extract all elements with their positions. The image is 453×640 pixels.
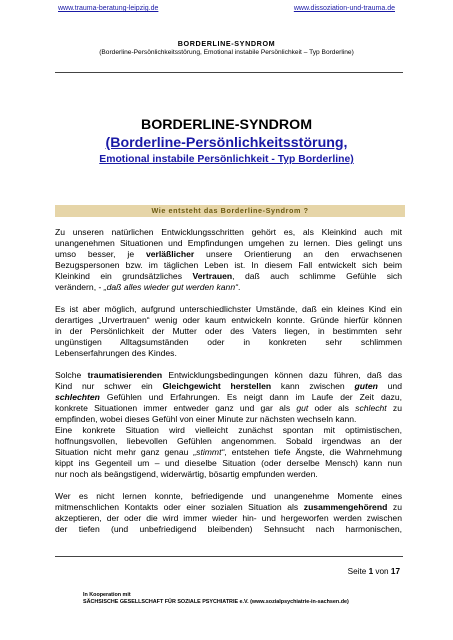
text-line: in der Persönlichkeit der Mutter oder des Vaters liegen, in bestimmten sehr [55, 326, 402, 336]
text-line: Zu unseren natürlichen Entwicklungsschritten gehört es, als Kleinkind auch mit [55, 227, 402, 237]
link-trauma-beratung[interactable]: www.trauma-beratung-leipzig.de [58, 5, 159, 12]
text-line: Bezugspersonen bzw. im täglichen Leben ist. In diesem Fall entwickelt sich beim [55, 260, 402, 270]
text-line: Situation nicht mehr ganz genau „stimmt“, entstehen tiefe Ängste, die Wahrnehmung [55, 447, 402, 457]
header-links [58, 5, 395, 15]
text-line: akzeptieren, der oder die wird immer wieder hin- und hergeworfen werden zwischen [55, 513, 402, 523]
text-line: nur noch als beängstigend, widerwärtig, bösartig empfunden werden. [55, 469, 318, 479]
text-line: Lebenserfahrungen des Kindes. [55, 348, 177, 358]
link-dissoziation[interactable]: www.dissoziation-und-trauma.de [293, 5, 395, 12]
text-line: konkrete Situationen immer entweder ganz und gar als gut oder als schlecht zu [55, 403, 402, 413]
text-line: derartiges „Urvertrauen“ wenig oder kaum entwickeln konnte. Gründe hierfür können [55, 315, 402, 325]
text-line: mitmenschlichen Kontakts oder einer sozialen Situation als zusammengehörend zu [55, 502, 402, 512]
footer-divider [55, 556, 403, 557]
page-number: Seite 1 von 17 [347, 567, 400, 576]
text-line: Es ist aber möglich, aufgrund unterschiedlichster Umstände, daß ein kleines Kind ein [55, 304, 402, 314]
document-subtitle-line1: (Borderline-Persönlichkeitsstörung, [105, 135, 348, 151]
document-subtitle-line2: Emotional instabile Persönlichkeit - Typ Borderline) [99, 154, 354, 165]
text-line: hoffnungsvollen, liebevollen Gefühlen angenommen. Sobald irgendwas an der [55, 436, 402, 446]
footer-cooperation: In Kooperation mit [83, 592, 131, 598]
text-line: unangenehmen Situationen und Empfindungen umgehen zu lernen. Dies gelingt uns [55, 238, 402, 248]
text-line: empfinden, wobei dieses Gefühl von einer Minute zur nächsten wechseln kann. [55, 414, 357, 424]
section-banner: Wie entsteht das Borderline-Syndrom ? [55, 205, 405, 217]
running-header-subtitle: (Borderline-Persönlichkeitsstörung, Emotional instabile Persönlichkeit – Typ Borderline) [99, 49, 354, 56]
text-line: umso besser, je verläßlicher unsere Orientierung an den erwachsenen [55, 249, 402, 259]
footer-organization: SÄCHSISCHE GESELLSCHAFT FÜR SOZIALE PSYCHIATRIE e.V. (www.sozialpsychiatrie-in-sachsen.de) [83, 599, 349, 605]
running-header-title: BORDERLINE-SYNDROM [177, 39, 276, 48]
text-line: Solche traumatisierenden Entwicklungsbedingungen können dazu führen, daß das [55, 370, 402, 380]
text-line: Kind nur schwer ein Gleichgewicht herstellen kann zwischen guten und [55, 381, 402, 391]
text-line: kippt ins Gegenteil um – und dieselbe Situation (oder derselbe Mensch) kann nun [55, 458, 402, 468]
text-line: verändern, - „daß alles wieder gut werden kann“. [55, 282, 241, 292]
text-line: Wer es nicht lernen konnte, befriedigende und unangenehme Momente eines [55, 491, 402, 501]
text-line: ungünstigen Alltagsumständen oder in konkreten sehr schlimmen [55, 337, 402, 347]
document-title: BORDERLINE-SYNDROM [140, 117, 313, 133]
text-line: Kleinkind ein grundsätzliches Vertrauen, daß auch schlimme Gefühle sich [55, 271, 402, 281]
text-line: Eine konkrete Situation wird vielleicht zunächst spontan mit optimistischen, [55, 425, 402, 435]
text-line: der tiefen (und unbefriedigend bleibenden) Sehnsucht nach harmonischen, [55, 524, 402, 534]
text-line: schlechten Gefühlen und Erfahrungen. Es neigt dann im Laufe der Zeit dazu, [55, 392, 402, 402]
header-divider [55, 72, 403, 73]
